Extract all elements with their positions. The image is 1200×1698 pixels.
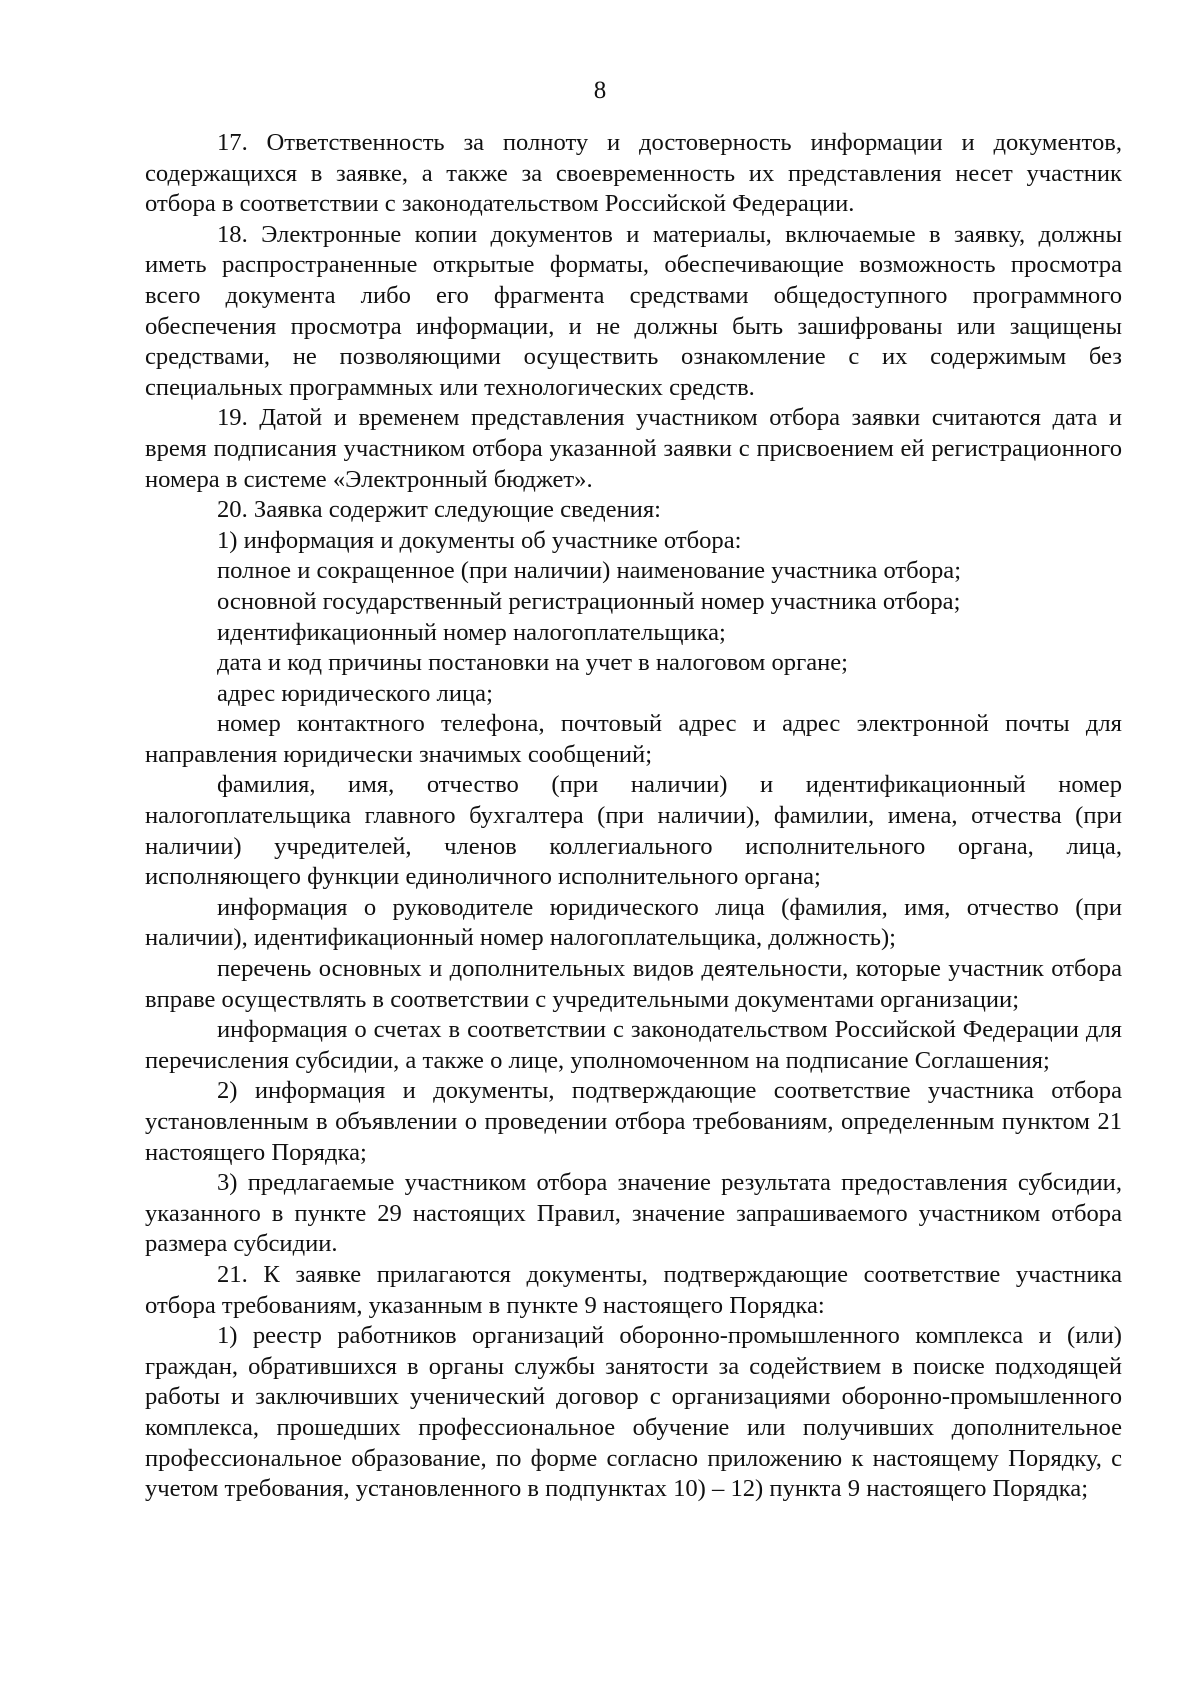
paragraph-20: 20. Заявка содержит следующие сведения: bbox=[217, 496, 661, 524]
paragraph-17: 17. Ответственность за полноту и достоверность информации и документов, содержащихся в заявке, а также за своевременность их представления несет участник отбора в соответствии с законодательством Российской Федерации. bbox=[145, 129, 1122, 218]
document-body bbox=[145, 128, 1122, 1505]
list-item-persons: фамилия, имя, отчество (при наличии) и идентификационный номер налогоплательщика главного бухгалтера (при наличии), фамилии, имена, отчества (при наличии) учредителей, членов коллегиального исполнительного органа, лица, исполняющего функции единоличного исполнительного органа; bbox=[145, 771, 1122, 891]
paragraph-20-item-1: 1) информация и документы об участнике отбора: bbox=[217, 526, 742, 554]
list-item-address: адрес юридического лица; bbox=[217, 679, 493, 707]
paragraph-19: 19. Датой и временем представления участником отбора заявки считаются дата и время подписания участником отбора указанной заявки с присвоением ей регистрационного номера в системе «Электронный бюджет». bbox=[145, 404, 1122, 493]
paragraph-21-item-1: 1) реестр работников организаций оборонно-промышленного комплекса и (или) граждан, обратившихся в органы службы занятости за содействием в поиске подходящей работы и заключивших ученический договор с организациями оборонно-промышленного комплекса, прошедших профессиональное обучение или получивших дополнительное профессиональное образование, по форме согласно приложению к настоящему Порядку, с учетом требования, установленного в подпунктах 10) – 12) пункта 9 настоящего Порядка; bbox=[145, 1322, 1122, 1503]
page-number: 8 bbox=[593, 77, 607, 104]
list-item-ogrn: основной государственный регистрационный номер участника отбора; bbox=[217, 587, 961, 615]
paragraph-18: 18. Электронные копии документов и материалы, включаемые в заявку, должны иметь распространенные открытые форматы, обеспечивающие возможность просмотра всего документа либо его фрагмента средствами общедоступного программного обеспечения просмотра информации, и не должны быть зашифрованы или защищены средствами, не позволяющими осуществить ознакомление с их содержимым без специальных программных или технологических средств. bbox=[145, 220, 1122, 401]
list-item-head: информация о руководителе юридического лица (фамилия, имя, отчество (при наличии), идентификационный номер налогоплательщика, должность); bbox=[145, 893, 1122, 952]
list-item-name: полное и сокращенное (при наличии) наименование участника отбора; bbox=[217, 557, 962, 585]
list-item-kpp: дата и код причины постановки на учет в налоговом органе; bbox=[217, 649, 849, 677]
paragraph-20-item-2: 2) информация и документы, подтверждающие соответствие участника отбора установленным в объявлении о проведении отбора требованиям, определенным пунктом 21 настоящего Порядка; bbox=[145, 1077, 1122, 1166]
paragraph-21: 21. К заявке прилагаются документы, подтверждающие соответствие участника отбора требованиям, указанным в пункте 9 настоящего Порядка: bbox=[145, 1260, 1122, 1319]
list-item-inn: идентификационный номер налогоплательщика; bbox=[217, 618, 726, 646]
paragraph-20-item-3: 3) предлагаемые участником отбора значение результата предоставления субсидии, указанного в пункте 29 настоящих Правил, значение запрашиваемого участником отбора размера субсидии. bbox=[145, 1169, 1122, 1258]
list-item-activities: перечень основных и дополнительных видов деятельности, которые участник отбора вправе осуществлять в соответствии с учредительными документами организации; bbox=[145, 955, 1122, 1013]
list-item-accounts: информация о счетах в соответствии с законодательством Российской Федерации для перечисления субсидии, а также о лице, уполномоченном на подписание Соглашения; bbox=[145, 1016, 1122, 1074]
list-item-contacts: номер контактного телефона, почтовый адрес и адрес электронной почты для направления юридически значимых сообщений; bbox=[145, 710, 1122, 768]
